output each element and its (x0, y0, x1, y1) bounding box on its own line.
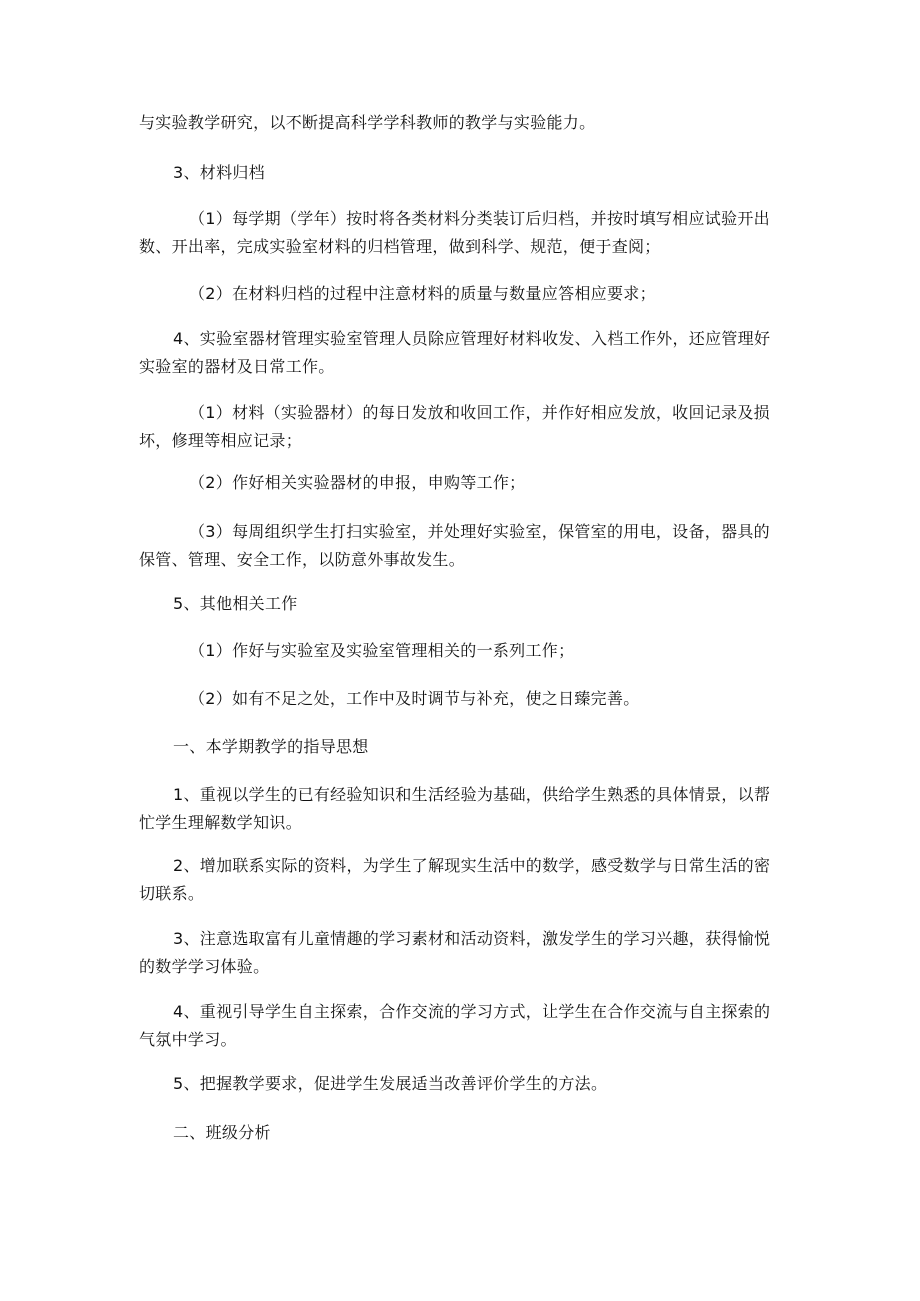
paragraph-guidance-1: 1、重视以学生的已有经验知识和生活经验为基础，供给学生熟悉的具体情景，以帮忙学生理解数学知识。 (139, 785, 771, 832)
heading-equipment-management: 4、实验室器材管理实验室管理人员除应管理好材料收发、入档工作外，还应管理好实验室的器材及日常工作。 (139, 329, 771, 376)
paragraph-archiving-2: （2）在材料归档的过程中注意材料的质量与数量应答相应要求； (189, 284, 656, 303)
heading-class-analysis: 二、班级分析 (173, 1123, 271, 1142)
paragraph-guidance-5: 5、把握教学要求，促进学生发展适当改善评价学生的方法。 (173, 1074, 608, 1093)
paragraph-guidance-4: 4、重视引导学生自主探索，合作交流的学习方式，让学生在合作交流与自主探索的气氛中学习。 (139, 1002, 771, 1049)
paragraph-equipment-2: （2）作好相关实验器材的申报，申购等工作； (189, 473, 526, 492)
heading-materials-archiving: 3、材料归档 (173, 163, 265, 182)
paragraph-guidance-3: 3、注意选取富有儿童情趣的学习素材和活动资料，激发学生的学习兴趣，获得愉悦的数学学习体验。 (139, 929, 771, 976)
paragraph-continuation: 与实验教学研究，以不断提高科学学科教师的教学与实验能力。 (139, 113, 596, 132)
heading-other-work: 5、其他相关工作 (173, 594, 298, 613)
paragraph-other-1: （1）作好与实验室及实验室管理相关的一系列工作； (189, 641, 575, 660)
paragraph-equipment-3: （3）每周组织学生打扫实验室，并处理好实验室，保管室的用电，设备，器具的保管、管理、安全工作，以防意外事故发生。 (139, 522, 770, 569)
paragraph-other-2: （2）如有不足之处，工作中及时调节与补充，使之日臻完善。 (189, 689, 640, 708)
paragraph-archiving-1: （1）每学期（学年）按时将各类材料分类装订后归档，并按时填写相应试验开出数、开出率，完成实验室材料的归档管理，做到科学、规范，便于查阅； (139, 209, 770, 256)
paragraph-equipment-1: （1）材料（实验器材）的每日发放和收回工作，并作好相应发放，收回记录及损坏，修理等相应记录； (139, 403, 770, 450)
paragraph-guidance-2: 2、增加联系实际的资料，为学生了解现实生活中的数学，感受数学与日常生活的密切联系。 (139, 856, 771, 903)
heading-teaching-guidance: 一、本学期教学的指导思想 (173, 737, 369, 756)
